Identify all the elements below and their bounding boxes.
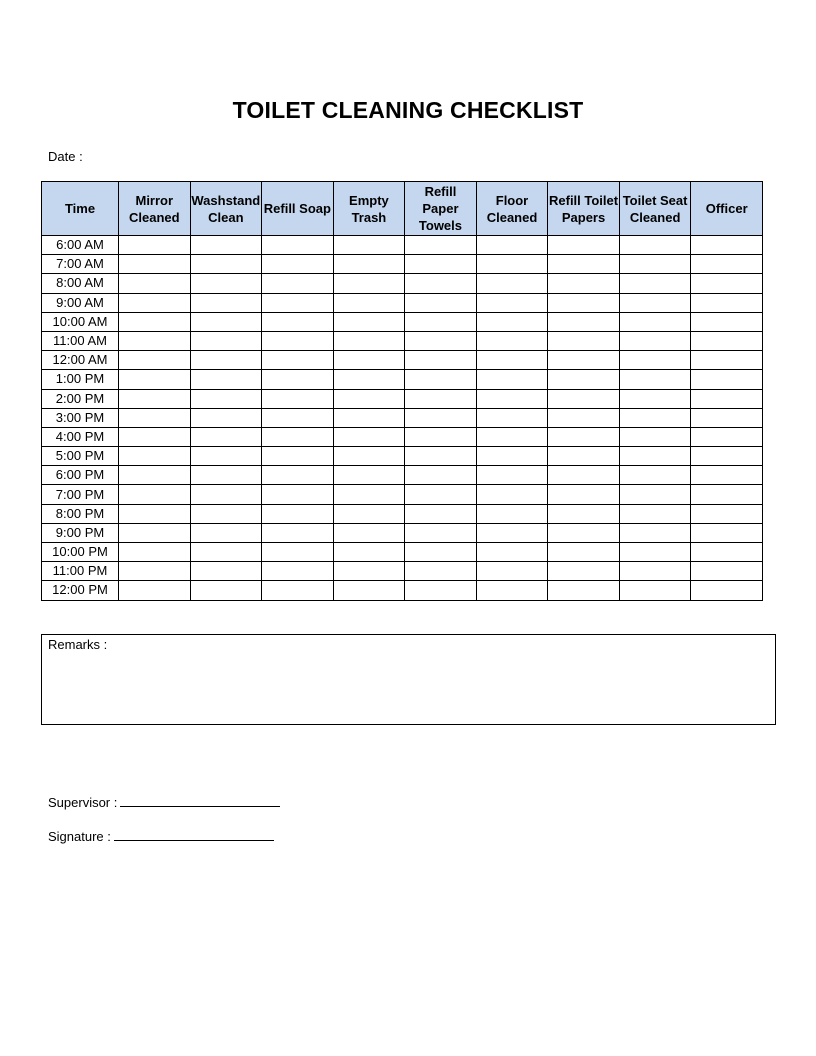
header-row	[42, 182, 763, 236]
check-cell[interactable]	[548, 293, 620, 312]
header-empty-trash: Empty Trash	[333, 182, 405, 236]
check-cell[interactable]	[548, 485, 620, 504]
check-cell[interactable]	[619, 274, 691, 293]
check-cell[interactable]	[262, 485, 334, 504]
header-refill-toilet-papers: Refill Toilet Papers	[548, 182, 620, 236]
check-cell[interactable]	[619, 408, 691, 427]
remarks-label: Remarks :	[48, 637, 108, 652]
check-cell[interactable]	[262, 331, 334, 350]
check-cell[interactable]	[548, 312, 620, 331]
check-cell[interactable]	[190, 408, 262, 427]
table-row	[42, 523, 763, 542]
check-cell[interactable]	[476, 351, 548, 370]
check-cell[interactable]	[190, 255, 262, 274]
time-cell: 6:00 PM	[42, 466, 119, 485]
check-cell[interactable]	[619, 236, 691, 255]
check-cell[interactable]	[476, 447, 548, 466]
check-cell[interactable]	[262, 543, 334, 562]
time-cell: 9:00 AM	[42, 293, 119, 312]
table-row	[42, 351, 763, 370]
check-cell[interactable]	[619, 466, 691, 485]
time-cell: 11:00 PM	[42, 562, 119, 581]
check-cell[interactable]	[476, 236, 548, 255]
time-cell: 6:00 AM	[42, 236, 119, 255]
time-cell: 4:00 PM	[42, 427, 119, 446]
check-cell[interactable]	[262, 581, 334, 600]
check-cell[interactable]	[190, 581, 262, 600]
check-cell[interactable]	[476, 274, 548, 293]
time-cell: 1:00 PM	[42, 370, 119, 389]
check-cell[interactable]	[548, 408, 620, 427]
header-refill-soap: Refill Soap	[262, 182, 334, 236]
check-cell[interactable]	[190, 351, 262, 370]
check-cell[interactable]	[619, 312, 691, 331]
check-cell[interactable]	[262, 562, 334, 581]
check-cell[interactable]	[548, 236, 620, 255]
check-cell[interactable]	[691, 504, 763, 523]
check-cell[interactable]	[691, 466, 763, 485]
check-cell[interactable]	[619, 370, 691, 389]
check-cell[interactable]	[619, 581, 691, 600]
check-cell[interactable]	[190, 293, 262, 312]
check-cell[interactable]	[333, 389, 405, 408]
check-cell[interactable]	[190, 236, 262, 255]
table-row	[42, 427, 763, 446]
check-cell[interactable]	[333, 370, 405, 389]
check-cell[interactable]	[262, 504, 334, 523]
check-cell[interactable]	[691, 370, 763, 389]
check-cell[interactable]	[119, 351, 191, 370]
check-cell[interactable]	[190, 504, 262, 523]
check-cell[interactable]	[405, 293, 477, 312]
check-cell[interactable]	[262, 370, 334, 389]
check-cell[interactable]	[548, 370, 620, 389]
check-cell[interactable]	[333, 504, 405, 523]
time-cell: 7:00 PM	[42, 485, 119, 504]
time-cell: 10:00 AM	[42, 312, 119, 331]
check-cell[interactable]	[548, 447, 620, 466]
supervisor-line	[48, 794, 280, 810]
check-cell[interactable]	[262, 351, 334, 370]
check-cell[interactable]	[119, 274, 191, 293]
check-cell[interactable]	[405, 274, 477, 293]
check-cell[interactable]	[333, 312, 405, 331]
check-cell[interactable]	[476, 562, 548, 581]
page-title: TOILET CLEANING CHECKLIST	[232, 97, 584, 123]
check-cell[interactable]	[262, 236, 334, 255]
table-row	[42, 466, 763, 485]
check-cell[interactable]	[691, 447, 763, 466]
table-row	[42, 543, 763, 562]
check-cell[interactable]	[691, 408, 763, 427]
time-cell: 2:00 PM	[42, 389, 119, 408]
time-cell: 5:00 PM	[42, 447, 119, 466]
check-cell[interactable]	[691, 581, 763, 600]
table-row	[42, 485, 763, 504]
table-row	[42, 370, 763, 389]
check-cell[interactable]	[691, 236, 763, 255]
header-toilet-seat-cleaned: Toilet Seat Cleaned	[619, 182, 691, 236]
check-cell[interactable]	[333, 293, 405, 312]
remarks-box[interactable]	[41, 634, 776, 725]
check-cell[interactable]	[190, 312, 262, 331]
check-cell[interactable]	[619, 255, 691, 274]
time-cell: 9:00 PM	[42, 523, 119, 542]
check-cell[interactable]	[405, 466, 477, 485]
check-cell[interactable]	[476, 408, 548, 427]
check-cell[interactable]	[119, 408, 191, 427]
check-cell[interactable]	[333, 543, 405, 562]
table-row	[42, 562, 763, 581]
header-refill-paper-towels: Refill Paper Towels	[405, 182, 477, 236]
check-cell[interactable]	[619, 543, 691, 562]
check-cell[interactable]	[548, 331, 620, 350]
check-cell[interactable]	[619, 427, 691, 446]
check-cell[interactable]	[405, 581, 477, 600]
check-cell[interactable]	[262, 255, 334, 274]
time-cell: 8:00 AM	[42, 274, 119, 293]
check-cell[interactable]	[619, 389, 691, 408]
check-cell[interactable]	[619, 523, 691, 542]
check-cell[interactable]	[405, 504, 477, 523]
check-cell[interactable]	[262, 408, 334, 427]
check-cell[interactable]	[333, 274, 405, 293]
table-row	[42, 447, 763, 466]
check-cell[interactable]	[262, 312, 334, 331]
check-cell[interactable]	[476, 389, 548, 408]
check-cell[interactable]	[691, 274, 763, 293]
header-time: Time	[42, 182, 119, 236]
supervisor-blank[interactable]	[120, 794, 280, 807]
table-row	[42, 236, 763, 255]
table-row	[42, 504, 763, 523]
check-cell[interactable]	[119, 543, 191, 562]
check-cell[interactable]	[405, 312, 477, 331]
check-cell[interactable]	[119, 523, 191, 542]
check-cell[interactable]	[619, 504, 691, 523]
check-cell[interactable]	[333, 236, 405, 255]
check-cell[interactable]	[333, 523, 405, 542]
checklist-table	[41, 181, 763, 601]
check-cell[interactable]	[476, 370, 548, 389]
check-cell[interactable]	[405, 408, 477, 427]
check-cell[interactable]	[548, 427, 620, 446]
check-cell[interactable]	[262, 447, 334, 466]
check-cell[interactable]	[476, 466, 548, 485]
check-cell[interactable]	[405, 485, 477, 504]
check-cell[interactable]	[691, 523, 763, 542]
check-cell[interactable]	[262, 389, 334, 408]
check-cell[interactable]	[262, 274, 334, 293]
date-label: Date :	[48, 149, 83, 164]
check-cell[interactable]	[548, 466, 620, 485]
table-row	[42, 312, 763, 331]
check-cell[interactable]	[548, 523, 620, 542]
check-cell[interactable]	[405, 331, 477, 350]
signature-blank[interactable]	[114, 828, 274, 841]
check-cell[interactable]	[190, 370, 262, 389]
check-cell[interactable]	[548, 274, 620, 293]
check-cell[interactable]	[548, 389, 620, 408]
check-cell[interactable]	[333, 562, 405, 581]
check-cell[interactable]	[548, 581, 620, 600]
check-cell[interactable]	[119, 370, 191, 389]
check-cell[interactable]	[405, 370, 477, 389]
time-cell: 8:00 PM	[42, 504, 119, 523]
check-cell[interactable]	[190, 389, 262, 408]
checklist-body	[42, 236, 763, 601]
check-cell[interactable]	[119, 466, 191, 485]
check-cell[interactable]	[333, 466, 405, 485]
check-cell[interactable]	[476, 293, 548, 312]
check-cell[interactable]	[405, 447, 477, 466]
table-row	[42, 389, 763, 408]
check-cell[interactable]	[548, 504, 620, 523]
check-cell[interactable]	[333, 351, 405, 370]
check-cell[interactable]	[691, 485, 763, 504]
check-cell[interactable]	[476, 255, 548, 274]
check-cell[interactable]	[333, 255, 405, 274]
time-cell: 12:00 PM	[42, 581, 119, 600]
header-floor-cleaned: Floor Cleaned	[476, 182, 548, 236]
header-washstand-clean: Washstand Clean	[190, 182, 262, 236]
check-cell[interactable]	[548, 562, 620, 581]
check-cell[interactable]	[691, 293, 763, 312]
table-row	[42, 408, 763, 427]
check-cell[interactable]	[405, 523, 477, 542]
check-cell[interactable]	[262, 427, 334, 446]
check-cell[interactable]	[476, 312, 548, 331]
check-cell[interactable]	[619, 293, 691, 312]
time-cell: 11:00 AM	[42, 331, 119, 350]
check-cell[interactable]	[333, 408, 405, 427]
check-cell[interactable]	[405, 255, 477, 274]
check-cell[interactable]	[405, 389, 477, 408]
table-row	[42, 274, 763, 293]
check-cell[interactable]	[405, 562, 477, 581]
check-cell[interactable]	[691, 331, 763, 350]
time-cell: 7:00 AM	[42, 255, 119, 274]
table-row	[42, 293, 763, 312]
time-cell: 12:00 AM	[42, 351, 119, 370]
check-cell[interactable]	[476, 504, 548, 523]
check-cell[interactable]	[119, 485, 191, 504]
check-cell[interactable]	[619, 562, 691, 581]
check-cell[interactable]	[619, 351, 691, 370]
check-cell[interactable]	[691, 255, 763, 274]
time-cell: 10:00 PM	[42, 543, 119, 562]
check-cell[interactable]	[190, 485, 262, 504]
check-cell[interactable]	[691, 427, 763, 446]
check-cell[interactable]	[190, 331, 262, 350]
check-cell[interactable]	[476, 581, 548, 600]
check-cell[interactable]	[119, 562, 191, 581]
table-row	[42, 255, 763, 274]
check-cell[interactable]	[548, 543, 620, 562]
check-cell[interactable]	[119, 331, 191, 350]
check-cell[interactable]	[548, 255, 620, 274]
check-cell[interactable]	[405, 543, 477, 562]
check-cell[interactable]	[476, 485, 548, 504]
check-cell[interactable]	[190, 447, 262, 466]
check-cell[interactable]	[119, 427, 191, 446]
check-cell[interactable]	[476, 331, 548, 350]
check-cell[interactable]	[262, 523, 334, 542]
check-cell[interactable]	[119, 389, 191, 408]
signature-line	[48, 828, 274, 844]
check-cell[interactable]	[190, 523, 262, 542]
check-cell[interactable]	[333, 331, 405, 350]
check-cell[interactable]	[333, 485, 405, 504]
check-cell[interactable]	[190, 466, 262, 485]
check-cell[interactable]	[333, 447, 405, 466]
check-cell[interactable]	[190, 427, 262, 446]
check-cell[interactable]	[691, 351, 763, 370]
check-cell[interactable]	[691, 562, 763, 581]
header-mirror-cleaned: Mirror Cleaned	[119, 182, 191, 236]
check-cell[interactable]	[619, 331, 691, 350]
check-cell[interactable]	[119, 504, 191, 523]
check-cell[interactable]	[548, 351, 620, 370]
check-cell[interactable]	[405, 236, 477, 255]
check-cell[interactable]	[476, 523, 548, 542]
check-cell[interactable]	[119, 447, 191, 466]
check-cell[interactable]	[333, 427, 405, 446]
check-cell[interactable]	[190, 543, 262, 562]
check-cell[interactable]	[119, 312, 191, 331]
check-cell[interactable]	[119, 293, 191, 312]
check-cell[interactable]	[691, 543, 763, 562]
check-cell[interactable]	[405, 351, 477, 370]
check-cell[interactable]	[476, 427, 548, 446]
check-cell[interactable]	[619, 447, 691, 466]
header-officer: Officer	[691, 182, 763, 236]
time-cell: 3:00 PM	[42, 408, 119, 427]
supervisor-label: Supervisor :	[48, 795, 118, 810]
check-cell[interactable]	[405, 427, 477, 446]
check-cell[interactable]	[190, 274, 262, 293]
check-cell[interactable]	[476, 543, 548, 562]
check-cell[interactable]	[691, 312, 763, 331]
check-cell[interactable]	[619, 485, 691, 504]
check-cell[interactable]	[119, 236, 191, 255]
check-cell[interactable]	[333, 581, 405, 600]
check-cell[interactable]	[262, 293, 334, 312]
check-cell[interactable]	[190, 562, 262, 581]
check-cell[interactable]	[262, 466, 334, 485]
check-cell[interactable]	[691, 389, 763, 408]
signature-label: Signature :	[48, 829, 111, 844]
check-cell[interactable]	[119, 581, 191, 600]
check-cell[interactable]	[119, 255, 191, 274]
table-row	[42, 581, 763, 600]
table-row	[42, 331, 763, 350]
